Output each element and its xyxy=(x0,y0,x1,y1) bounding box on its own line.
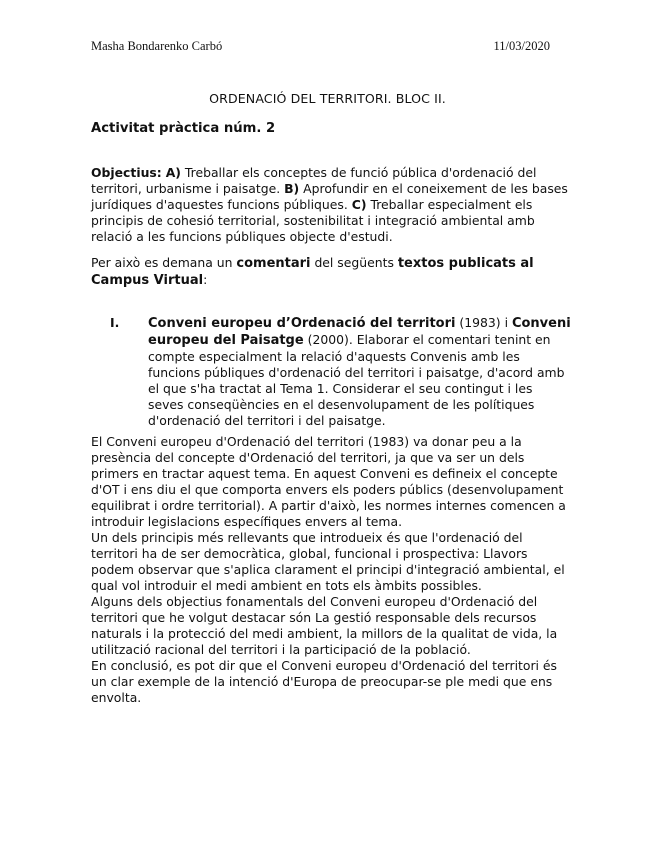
objectives-paragraph xyxy=(91,165,571,245)
request-bold-comment: comentari xyxy=(236,256,311,271)
list-item-year-1: (1983) i xyxy=(455,315,512,330)
request-text-3: : xyxy=(203,272,208,287)
response-paragraph-1: El Conveni europeu d'Ordenació del territori (1983) va donar peu a la presència del concepte d'Ordenació del territori, ja que va ser un dels primers en tractar aquest tema. En aquest Conveni es defineix el concepte d'OT i ens diu el que comporta envers els poders públics (desenvolupament equilibrat i ordre territorial). A partir d'això, les normes internes comencen a introduir legislacions específiques envers al tema. xyxy=(91,434,566,529)
objective-b-text: Aprofundir en el coneixement de les bases jurídiques d'aquestes funcions públiques. xyxy=(91,181,568,212)
list-item-body xyxy=(148,315,571,429)
request-paragraph xyxy=(91,255,571,289)
request-text-2: del següents xyxy=(310,255,398,270)
objective-a-label: A) xyxy=(165,165,181,180)
response-paragraph-4: En conclusió, es pot dir que el Conveni europeu d'Ordenació del territori és un clar exemple de la intenció d'Europa de preocupar-se ple medi que ens envolta. xyxy=(91,658,558,705)
request-text-1: Per això es demana un xyxy=(91,255,237,270)
objective-c-text: Treballar especialment els principis de cohesió territorial, sostenibilitat i integració ambiental amb relació a les funcions públiques objecte d'estudi. xyxy=(91,197,535,244)
objective-b-label: B) xyxy=(284,181,300,196)
list-item-title-1: Conveni europeu d’Ordenació del territori xyxy=(148,316,456,331)
objective-a-text: Treballar els conceptes de funció pública d'ordenació del territori, urbanisme i paisatge. xyxy=(91,165,537,196)
request-bold-texts: textos publicats al Campus Virtual xyxy=(91,256,534,288)
list-item-rest: (2000). Elaborar el comentari tenint en compte especialment la relació d'aquests Convenis amb les funcions públiques d'ordenació del territori i paisatge, d'acord amb el que s'ha tractat al Tema 1. Considerar el seu contingut i les seves conseqüències en el desenvolupament de les polítiques d'ordenació del territori i del paisatge. xyxy=(148,332,565,428)
objectives-label: Objectius: xyxy=(91,165,162,180)
document-title: ORDENACIÓ DEL TERRITORI. BLOC II. xyxy=(209,91,446,106)
header-date: 11/03/2020 xyxy=(493,39,550,53)
list-item-title-2: Conveni europeu del Paisatge xyxy=(148,316,571,348)
response-paragraph-2: Un dels principis més rellevants que introdueix és que l'ordenació del territori ha de ser democràtica, global, funcional i prospectiva: Llavors podem observar que s'aplica clarament el principi d'integració ambiental, el qual vol introduir el medi ambient en tots els àmbits possibles. xyxy=(91,530,565,593)
list-item-number: I. xyxy=(110,315,120,330)
header-author: Masha Bondarenko Carbó xyxy=(91,39,223,53)
document-subtitle: Activitat pràctica núm. 2 xyxy=(91,121,276,136)
response-section xyxy=(91,434,571,706)
response-paragraph-3: Alguns dels objectius fonamentals del Conveni europeu d'Ordenació del territori que he volgut destacar són La gestió responsable dels recursos naturals i la protecció del medi ambient, la millors de la qualitat de vida, la utilització racional del territori i la participació de la població. xyxy=(91,594,558,657)
list-item xyxy=(91,315,571,429)
objective-c-label: C) xyxy=(351,197,367,212)
